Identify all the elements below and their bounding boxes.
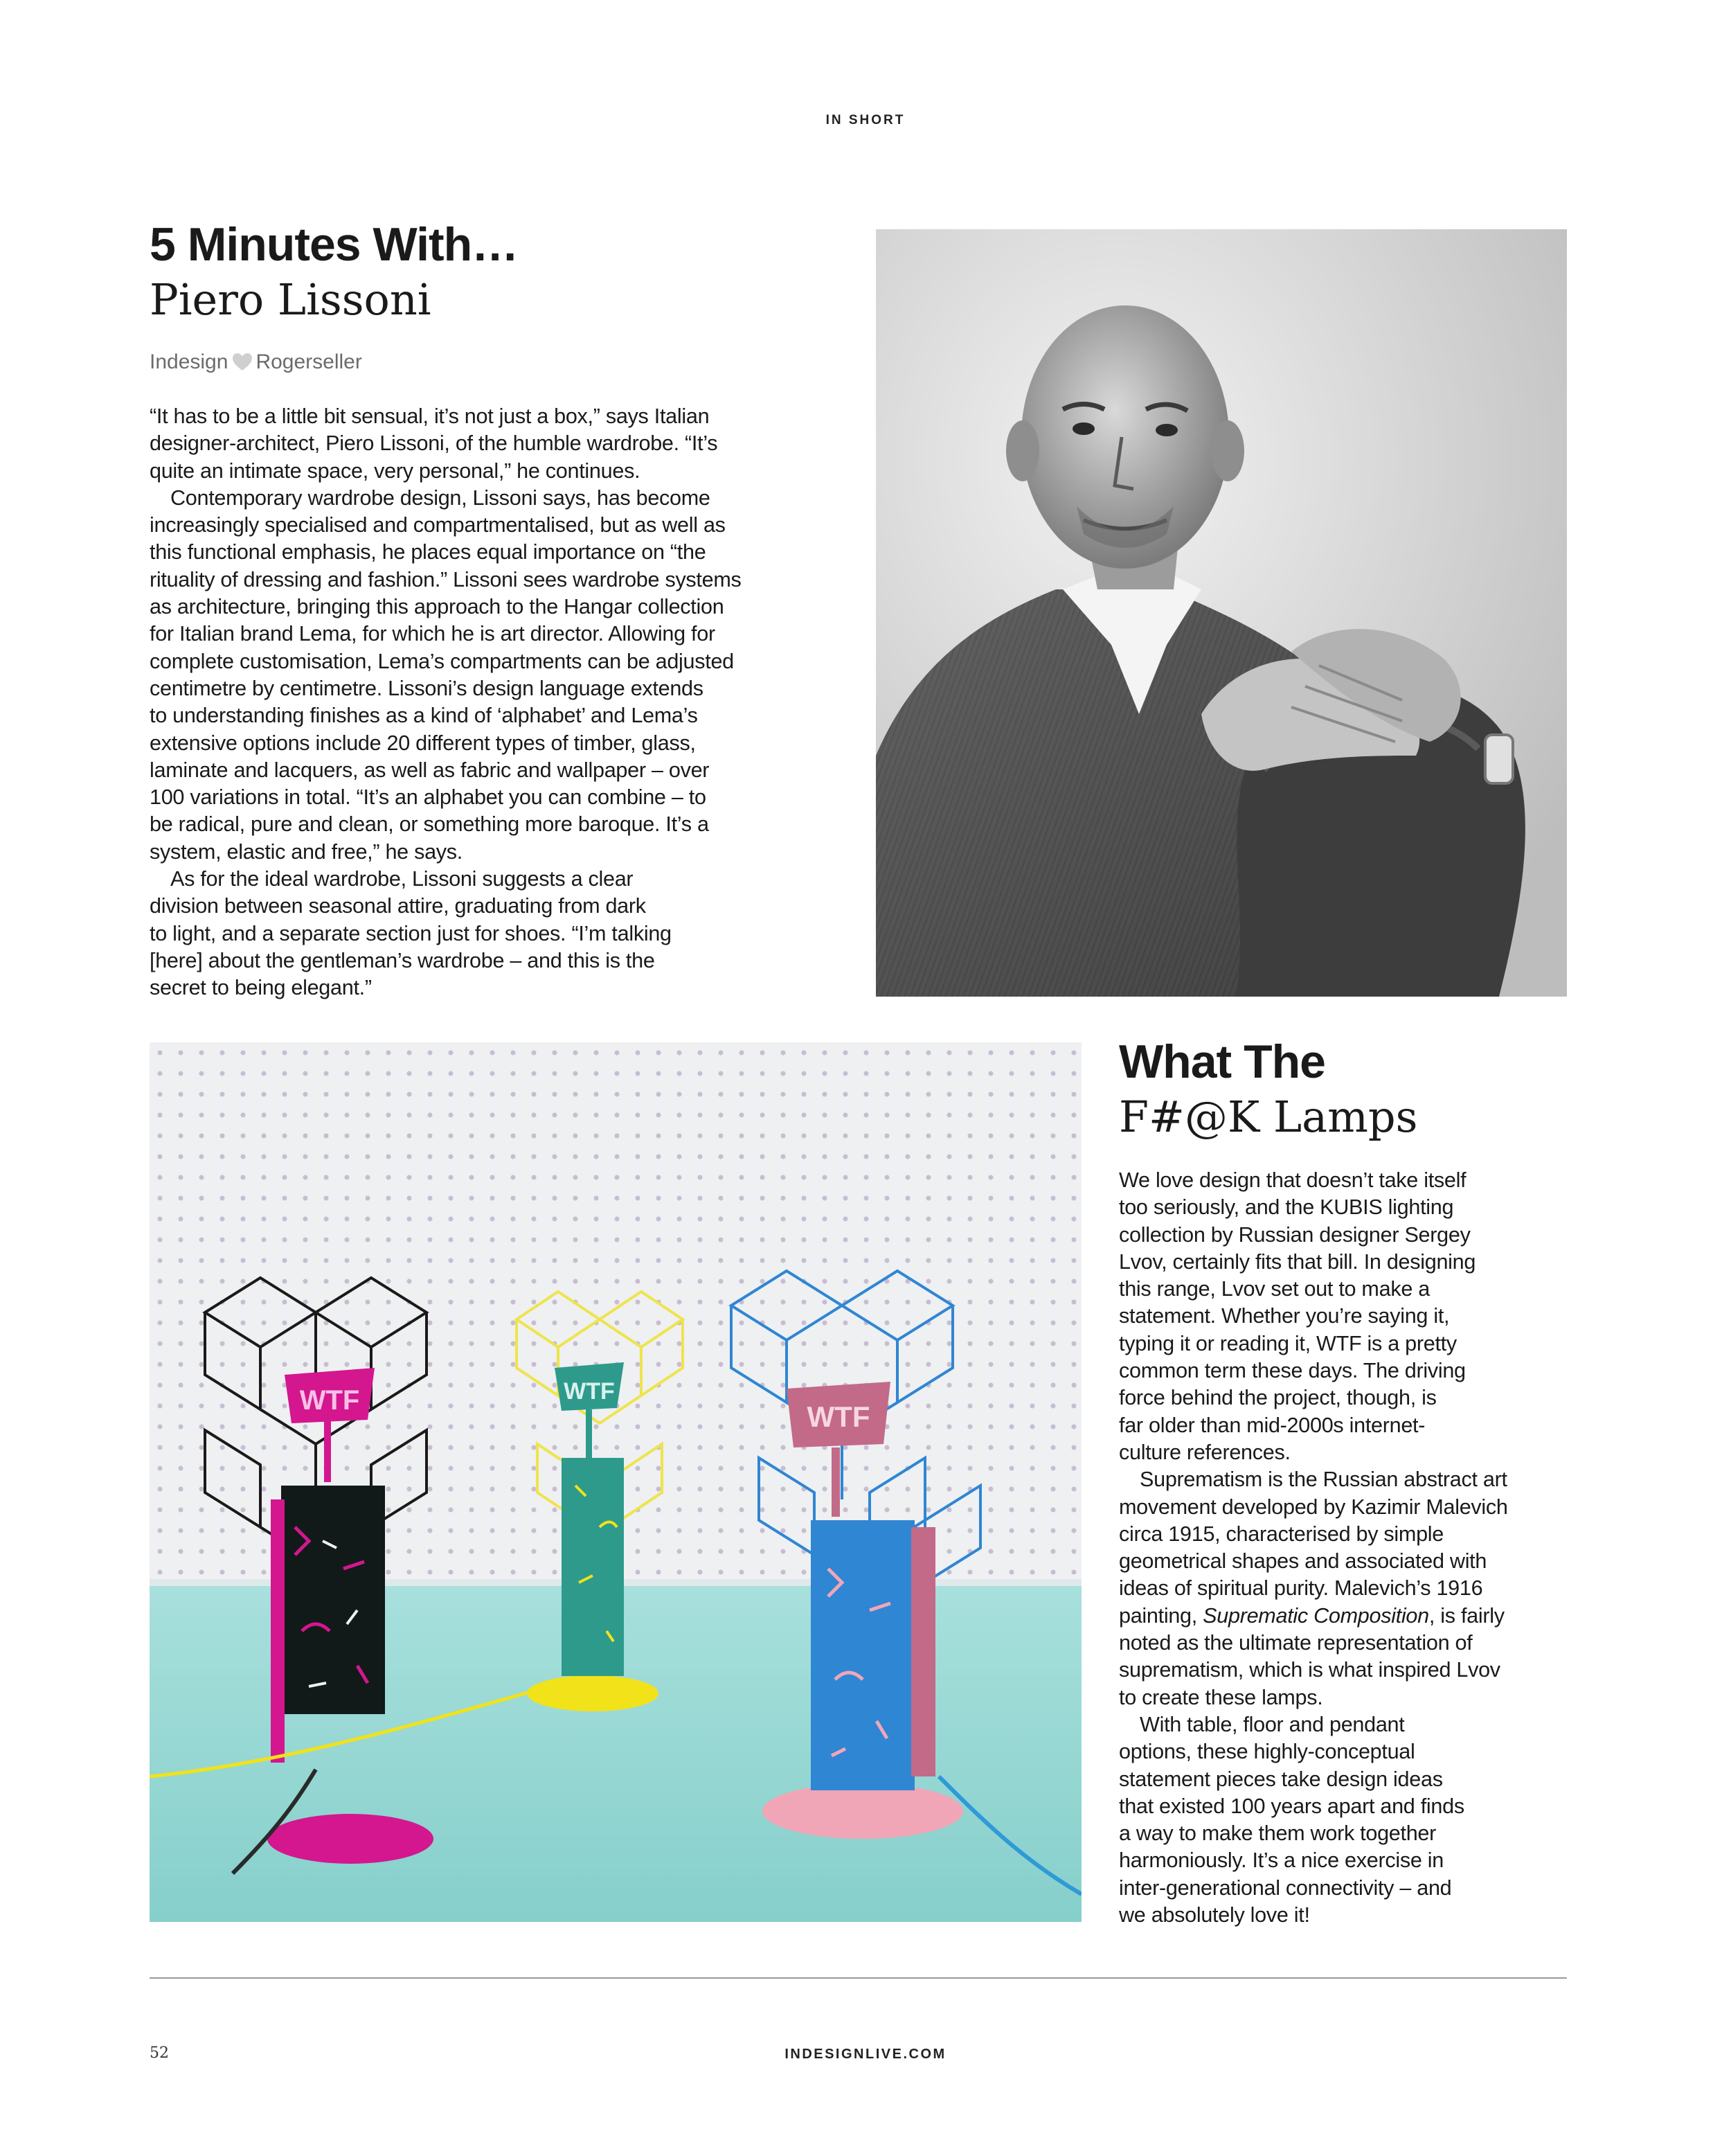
body-line: for Italian brand Lema, for which he is art director. Allowing for (150, 622, 715, 646)
body-line: force behind the project, though, is (1119, 1386, 1437, 1410)
body-line: this range, Lvov set out to make a (1119, 1277, 1430, 1301)
article2-subtitle: F#@K Lamps (1119, 1092, 1418, 1142)
body-line: too seriously, and the KUBIS lighting (1119, 1195, 1454, 1220)
body-line: a way to make them work together (1119, 1821, 1437, 1846)
body-line: harmoniously. It’s a nice exercise in (1119, 1848, 1444, 1873)
body-line: we absolutely love it! (1119, 1903, 1310, 1927)
page-number: 52 (150, 2044, 169, 2062)
body-line: culture references. (1119, 1440, 1291, 1464)
sponsor-right: Rogerseller (255, 350, 362, 373)
body-line: [here] about the gentleman’s wardrobe – and this is the (150, 948, 655, 972)
body-line: to understanding finishes as a kind of ‘alphabet’ and Lema’s (150, 704, 698, 728)
body-line: Lvov, certainly fits that bill. In designing (1119, 1249, 1476, 1274)
body-line: complete customisation, Lema’s compartments can be adjusted (150, 649, 734, 673)
body-line: statement. Whether you’re saying it, (1119, 1304, 1450, 1328)
body-line: designer-architect, Piero Lissoni, of the humble wardrobe. “It’s (150, 431, 718, 456)
body-line: ideas of spiritual purity. Malevich’s 1916 (1119, 1576, 1483, 1601)
body-line (1119, 1603, 1508, 1630)
body-text-run: painting, (1119, 1603, 1203, 1628)
lamp-label: WTF (564, 1378, 615, 1405)
body-line: laminate and lacquers, as well as fabric and wallpaper – over (150, 758, 710, 782)
body-line: rituality of dressing and fashion.” Lissoni sees wardrobe systems (150, 567, 742, 591)
heart-icon (232, 353, 253, 372)
body-line: Contemporary wardrobe design, Lissoni says, has become (170, 485, 710, 510)
section-label: IN SHORT (825, 113, 906, 127)
body-line: that existed 100 years apart and finds (1119, 1794, 1464, 1818)
sponsor-left: Indesign (150, 350, 228, 373)
body-line: circa 1915, characterised by simple (1119, 1522, 1444, 1546)
portrait-photo (876, 229, 1567, 997)
body-line: quite an intimate space, very personal,” he continues. (150, 458, 640, 483)
body-line: to create these lamps. (1119, 1685, 1323, 1709)
body-line: “It has to be a little bit sensual, it’s not just a box,” says Italian (150, 404, 710, 428)
body-line: With table, floor and pendant (1140, 1712, 1405, 1736)
body-text-run: , is fairly (1428, 1603, 1505, 1628)
body-line: We love design that doesn’t take itself (1119, 1168, 1467, 1192)
body-line: geometrical shapes and associated with (1119, 1549, 1487, 1574)
lamp-label: WTF (807, 1400, 870, 1433)
body-line: extensive options include 20 different types of timber, glass, (150, 731, 696, 755)
body-line: secret to being elegant.” (150, 976, 372, 1000)
body-line: system, elastic and free,” he says. (150, 839, 463, 864)
body-line: this functional emphasis, he places equal importance on “the (150, 540, 706, 564)
body-line: typing it or reading it, WTF is a pretty (1119, 1331, 1457, 1355)
body-line: 100 variations in total. “It’s an alphabet you can combine – to (150, 785, 706, 810)
lamps-photo (150, 1042, 1082, 1922)
body-line: centimetre by centimetre. Lissoni’s design language extends (150, 676, 703, 700)
body-line: be radical, pure and clean, or something more baroque. It’s a (150, 812, 709, 837)
body-line: As for the ideal wardrobe, Lissoni suggests a clear (170, 867, 634, 891)
footer-site-link[interactable]: INDESIGNLIVE.COM (784, 2047, 947, 2062)
body-line: inter-generational connectivity – and (1119, 1876, 1452, 1900)
body-line: suprematism, which is what inspired Lvov (1119, 1658, 1500, 1682)
body-line: Suprematism is the Russian abstract art (1140, 1468, 1507, 1492)
article1-title: 5 Minutes With… (150, 218, 519, 271)
body-line: noted as the ultimate representation of (1119, 1631, 1473, 1655)
body-line: as architecture, bringing this approach to the Hangar collection (150, 595, 724, 619)
lamp-label: WTF (299, 1385, 360, 1416)
body-line: collection by Russian designer Sergey (1119, 1222, 1471, 1247)
body-line: statement pieces take design ideas (1119, 1767, 1443, 1791)
body-line: division between seasonal attire, graduating from dark (150, 894, 646, 918)
body-line: to light, and a separate section just for shoes. “I’m talking (150, 921, 672, 945)
artwork-title: Suprematic Composition (1203, 1603, 1429, 1628)
article2-title: What The (1119, 1035, 1325, 1088)
body-line: common term these days. The driving (1119, 1359, 1466, 1383)
article1-subtitle: Piero Lissoni (150, 274, 431, 325)
article2-body (1119, 1167, 1508, 1929)
body-line: movement developed by Kazimir Malevich (1119, 1495, 1508, 1519)
body-line: options, these highly-conceptual (1119, 1740, 1415, 1764)
article1-body (150, 403, 742, 1002)
body-line: increasingly specialised and compartmentalised, but as well as (150, 513, 726, 537)
body-line: far older than mid-2000s internet- (1119, 1413, 1426, 1437)
footer-rule (150, 1977, 1567, 1979)
sponsor-line (150, 350, 362, 374)
